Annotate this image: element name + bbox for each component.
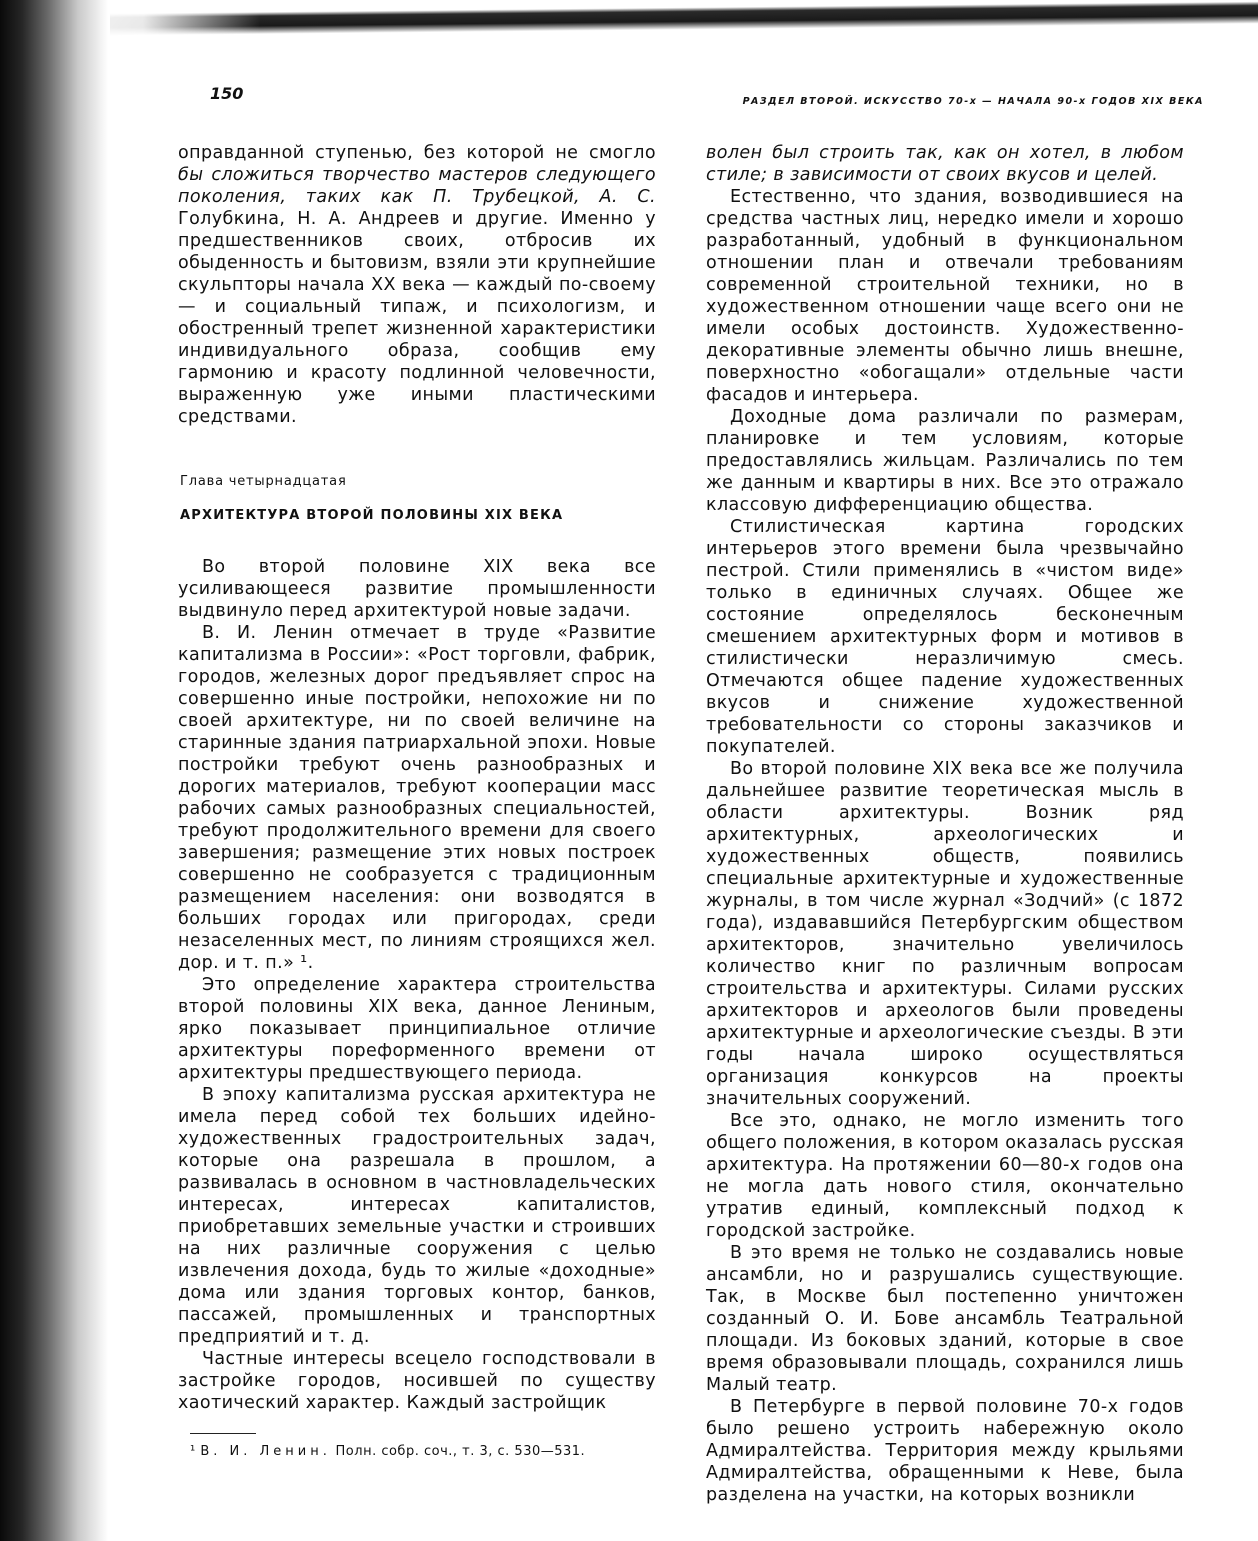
paragraph: Во второй половине XIX века все же получила дальнейшее развитие теоретическая мысль в области архитектуры. Возник ряд архитектурных, археологических и художественных обществ, появились специальные архитектурные и художественные журналы, в том числе журнал «Зодчий» (с 1872 года), издававшийся Петербургским обществом архитекторов, значительно увеличилось количество книг по различным вопросам строительства и архитектуры. Силами русских архитекторов и археологов были проведены архитектурные и археологические съезды. В эти годы начала широко осуществляться организация конкурсов на проекты значительных сооружений. <box>706 759 1184 1109</box>
paragraph: Это определение характера строительства второй половины XIX века, данное Лениным, ярко показывает принципиальное отличие архитектуры пореформенного времени от архитектуры предшествующего периода. <box>178 975 656 1083</box>
paragraph <box>178 142 656 428</box>
paragraph: Частные интересы всецело господствовали в застройке городов, носившей по существу хаотический характер. Каждый застройщик <box>178 1349 656 1413</box>
paragraph: Во второй половине XIX века все усиливающееся развитие промышленности выдвинуло перед архитектурой новые задачи. <box>178 557 656 621</box>
footnote-rule <box>190 1433 256 1434</box>
footnote-marker: ¹ <box>190 1444 196 1459</box>
running-head: РАЗДЕЛ ВТОРОЙ. ИСКУССТВО 70-х — НАЧАЛА 90-х ГОДОВ XIX ВЕКА <box>742 96 1204 107</box>
footnote-text: Полн. собр. соч., т. 3, с. 530—531. <box>335 1444 586 1459</box>
paragraph: В эпоху капитализма русская архитектура не имела перед собой тех больших идейно-художественных градостроительных задач, которые она разрешала в прошлом, а развивалась в основном в частновладельческих интересах, интересах капиталистов, приобретавших земельные участки и строивших на них различные сооружения с целью извлечения дохода, будь то жилые «доходные» дома или здания торговых контор, банков, пассажей, промышленных и транспортных предприятий и т. д. <box>178 1085 656 1347</box>
scan-binding-shadow <box>0 0 110 1541</box>
left-column-top <box>178 142 656 428</box>
paragraph-italic: бы сложиться творчество мастеров следующего поколения, таких как П. Трубецкой, А. С. <box>178 165 656 207</box>
right-column <box>706 142 1184 1506</box>
paragraph-rest: Голубкина, Н. А. Андреев и другие. Именно у предшественников своих, отбросив их обыденность и бытовизм, взяли эти крупнейшие скульпторы начала XX века — каждый по-своему — и социальный типаж, и психологизм, и обостренный трепет жизненной характеристики индивидуального образа, сообщив ему гармонию и красоту подлинной человечности, выраженную уже иными пластическими средствами. <box>178 209 656 427</box>
paragraph-lead: оправданной ступенью, без которой не смогло <box>178 143 656 163</box>
chapter-title: АРХИТЕКТУРА ВТОРОЙ ПОЛОВИНЫ XIX ВЕКА <box>180 508 564 523</box>
paragraph: В это время не только не создавались новые ансамбли, но и разрушались существующие. Так, в Москве был постепенно уничтожен созданный О. И. Бове ансамбль Театральной площади. Из боковых зданий, которые в свое время образовывали площадь, сохранился лишь Малый театр. <box>706 1243 1184 1395</box>
paragraph-italic: волен был строить так, как он хотел, в любом стиле; в зависимости от своих вкусов и целей. <box>706 143 1184 185</box>
page-number: 150 <box>210 84 244 103</box>
paragraph: Доходные дома различали по размерам, планировке и тем условиям, которые предоставлялись жильцам. Различались по тем же данным и квартиры в них. Все это отражало классовую дифференциацию общества. <box>706 407 1184 515</box>
paragraph: Стилистическая картина городских интерьеров этого времени была чрезвычайно пестрой. Стили применялись в «чистом виде» только в единичных случаях. Общее же состояние определялось бесконечным смешением архитектурных форм и мотивов в стилистически неразличимую смесь. Отмечаются общее падение художественных вкусов и снижение художественной требовательности со стороны заказчиков и покупателей. <box>706 517 1184 757</box>
paragraph: В Петербурге в первой половине 70-х годов было решено устроить набережную около Адмиралтейства. Территория между крыльями Адмиралтейства, обращенными к Неве, была разделена на участки, на которых возникли <box>706 1397 1184 1505</box>
footnote-author: В. И. Ленин. <box>200 1444 331 1459</box>
paragraph: Естественно, что здания, возводившиеся на средства частных лиц, нередко имели и хорошо разработанный, удобный в функциональном отношении план и отвечали требованиям современной строительной техники, но в художественном отношении чаще всего они не имели особых достоинств. Художественно-декоративные элементы обычно лишь внешне, поверхностно «обогащали» отдельные части фасадов и интерьера. <box>706 187 1184 405</box>
paragraph: Все это, однако, не могло изменить того общего положения, в котором оказалась русская архитектура. На протяжении 60—80-х годов она не могла дать нового стиля, окончательно утратив единый, комплексный подход к городской застройке. <box>706 1111 1184 1241</box>
chapter-label: Глава четырнадцатая <box>180 474 347 489</box>
paragraph: В. И. Ленин отмечает в труде «Развитие капитализма в России»: «Рост торговли, фабрик, городов, железных дорог предъявляет спрос на совершенно иные постройки, непохожие ни по своей архитектуре, ни по своей величине на старинные здания патриархальной эпохи. Новые постройки требуют очень разнообразных и дорогих материалов, требуют кооперации масс рабочих самых разнообразных специальностей, требуют продолжительного времени для своего завершения; размещение этих новых построек совершенно не сообразуется с традиционным размещением населения: они возводятся в больших городах или пригородах, среди незаселенных мест, по линиям строящихся жел. дор. и т. п.» ¹. <box>178 623 656 973</box>
footnote <box>190 1444 660 1459</box>
left-column-body <box>178 556 656 1414</box>
